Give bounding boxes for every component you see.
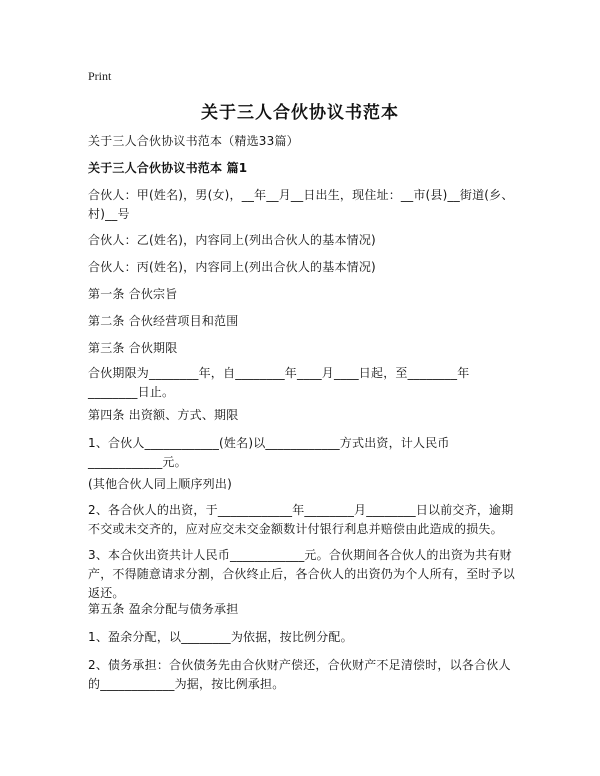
- paragraph-partner-b: 合伙人：乙(姓名)，内容同上(列出合伙人的基本情况): [88, 233, 376, 247]
- print-link[interactable]: Print: [88, 69, 112, 83]
- paragraph-partner-c: 合伙人：丙(姓名)，内容同上(列出合伙人的基本情况): [88, 260, 376, 274]
- article-4-heading: 第四条 出资额、方式、期限: [88, 408, 239, 422]
- paragraph-profit-distribution: 1、盈余分配，以________为依据，按比例分配。: [88, 630, 353, 644]
- article-5-heading: 第五条 盈余分配与债务承担: [88, 602, 239, 616]
- article-2-heading: 第二条 合伙经营项目和范围: [88, 314, 239, 328]
- paragraph-partner-a: 合伙人：甲(姓名)，男(女)，__年__月__日出生，现住址：__市(县)__街道(乡、村)__号: [88, 188, 514, 221]
- article-1-heading: 第一条 合伙宗旨: [88, 287, 178, 301]
- paragraph-other-partners: (其他合伙人同上顺序列出): [88, 477, 232, 491]
- paragraph-contribution-2: 2、各合伙人的出资，于____________年________月________日以前交齐，逾期不交或未交齐的，应对应交未交金额数计付银行利息并赔偿由此造成的损失。: [88, 503, 514, 536]
- paragraph-contribution-3: 3、本合伙出资共计人民币____________元。合伙期间各合伙人的出资为共有财产，不得随意请求分割，合伙终止后，各合伙人的出资仍为个人所有，至时予以返还。: [88, 548, 516, 600]
- paragraph-contribution-1: 1、合伙人____________(姓名)以____________方式出资，计人民币____________元。: [88, 436, 450, 469]
- paragraph-debt-bearing: 2、债务承担：合伙债务先由合伙财产偿还，合伙财产不足清偿时，以各合伙人的____________为据，按比例承担。: [88, 658, 511, 691]
- document-subtitle: 关于三人合伙协议书范本（精选33篇）: [88, 134, 299, 148]
- page-title: 关于三人合伙协议书范本: [201, 103, 399, 123]
- section-heading: 关于三人合伙协议书范本 篇1: [88, 161, 248, 175]
- paragraph-term: 合伙期限为________年，自________年____月____日起，至________年________日止。: [88, 366, 470, 399]
- article-3-heading: 第三条 合伙期限: [88, 341, 178, 355]
